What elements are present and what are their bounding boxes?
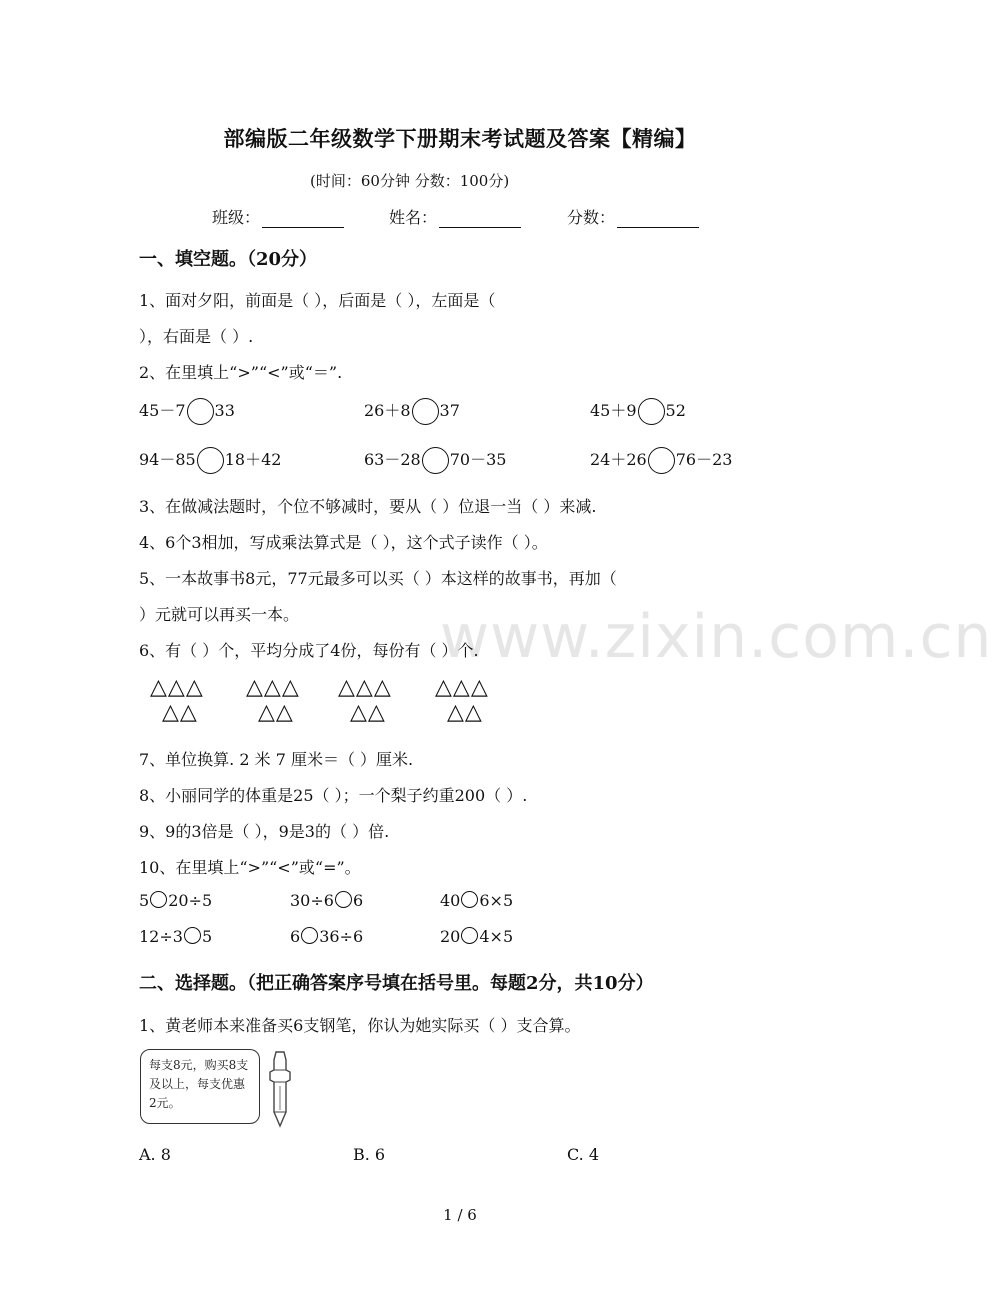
q1-line1: 1、面对夕阳，前面是（ ），后面是（ ），左面是（ <box>139 291 496 310</box>
q10-item <box>139 927 212 946</box>
q2-item <box>364 447 506 474</box>
score-blank <box>617 209 699 228</box>
triangle-group-4-top: △△△ <box>435 675 489 700</box>
answer-circle[interactable] <box>150 891 167 908</box>
answer-circle[interactable] <box>335 891 352 908</box>
triangle-group-2-bottom: △△ <box>258 700 294 725</box>
expr-left: 94－85 <box>139 450 196 469</box>
triangle-group-1-bottom: △△ <box>162 700 198 725</box>
name-field <box>389 205 521 228</box>
option-a[interactable]: A. 8 <box>139 1145 171 1164</box>
name-blank <box>439 209 521 228</box>
option-b[interactable]: B. 6 <box>353 1145 386 1164</box>
q10-item <box>290 891 363 910</box>
q10-item <box>290 927 363 946</box>
answer-circle[interactable] <box>422 447 449 474</box>
expr-right: 33 <box>214 401 235 420</box>
s2-q1-text: 1、黄老师本来准备买6支钢笔，你认为她实际买（ ）支合算。 <box>139 1016 581 1035</box>
expr-right: 5 <box>201 927 213 946</box>
q8-text: 8、小丽同学的体重是25（ ）；一个梨子约重200（ ）. <box>139 786 528 805</box>
q2-item <box>139 447 281 474</box>
q5-line2: ）元就可以再买一本。 <box>139 605 300 624</box>
section2-heading: 二、选择题。（把正确答案序号填在括号里。每题2分，共10分） <box>139 973 654 994</box>
triangle-group-2-top: △△△ <box>246 675 300 700</box>
expr-left: 6 <box>290 927 301 946</box>
expr-right: 6×5 <box>479 891 514 910</box>
answer-circle[interactable] <box>301 927 318 944</box>
q10-item <box>139 891 212 910</box>
triangle-group-1-top: △△△ <box>150 675 204 700</box>
section1-heading: 一、填空题。（20分） <box>139 249 318 270</box>
expr-right: 70－35 <box>449 450 507 469</box>
q2-item <box>364 398 460 425</box>
expr-right: 37 <box>439 401 460 420</box>
expr-left: 45－7 <box>139 401 186 420</box>
q9-text: 9、9的3倍是（ ），9是3的（ ）倍. <box>139 822 390 841</box>
expr-left: 30÷6 <box>290 891 334 910</box>
q7-text: 7、单位换算. 2 米 7 厘米＝（ ）厘米. <box>139 750 414 769</box>
q3-text: 3、在做减法题时，个位不够减时，要从（ ）位退一当（ ）来减. <box>139 497 597 516</box>
answer-circle[interactable] <box>461 927 478 944</box>
expr-left: 5 <box>139 891 150 910</box>
class-label: 班级： <box>212 208 261 227</box>
page-number: 1 / 6 <box>443 1206 477 1224</box>
watermark: www.zixin.com.cn <box>440 602 992 672</box>
answer-circle[interactable] <box>187 398 214 425</box>
triangle-group-4-bottom: △△ <box>447 700 483 725</box>
exam-subtitle: (时间：60分钟 分数：100分) <box>310 172 510 190</box>
expr-left: 20 <box>440 927 461 946</box>
score-label: 分数： <box>567 208 616 227</box>
expr-left: 45＋9 <box>590 401 637 420</box>
expr-left: 24＋26 <box>590 450 647 469</box>
expr-right: 52 <box>665 401 686 420</box>
q2-text: 2、在里填上“>”“<”或“＝”. <box>139 363 343 382</box>
answer-circle[interactable] <box>461 891 478 908</box>
expr-left: 26＋8 <box>364 401 411 420</box>
q10-text: 10、在里填上“>”“<”或“=”。 <box>139 858 361 877</box>
expr-right: 4×5 <box>479 927 514 946</box>
answer-circle[interactable] <box>638 398 665 425</box>
option-c[interactable]: C. 4 <box>567 1145 600 1164</box>
expr-left: 12÷3 <box>139 927 183 946</box>
class-blank <box>262 209 344 228</box>
q2-item <box>139 398 235 425</box>
q10-item <box>440 927 513 946</box>
answer-circle[interactable] <box>197 447 224 474</box>
q10-item <box>440 891 513 910</box>
answer-circle[interactable] <box>184 927 201 944</box>
expr-right: 6 <box>352 891 364 910</box>
pen-icon <box>266 1050 294 1128</box>
name-label: 姓名： <box>389 208 438 227</box>
page-title: 部编版二年级数学下册期末考试题及答案【精编】 <box>223 126 697 151</box>
q2-item <box>590 447 732 474</box>
triangle-group-3-bottom: △△ <box>350 700 386 725</box>
expr-right: 20÷5 <box>168 891 213 910</box>
price-note: 每支8元，购买8支及以上，每支优惠2元。 <box>140 1049 260 1124</box>
q5-line1: 5、一本故事书8元，77元最多可以买（ ）本这样的故事书，再加（ <box>139 569 617 588</box>
q4-text: 4、6个3相加，写成乘法算式是（ ），这个式子读作（ ）。 <box>139 533 548 552</box>
q1-line2: ），右面是（ ）. <box>139 327 254 346</box>
expr-left: 63－28 <box>364 450 421 469</box>
class-field <box>212 205 344 228</box>
expr-right: 18＋42 <box>224 450 282 469</box>
expr-right: 76－23 <box>675 450 733 469</box>
q2-item <box>590 398 686 425</box>
triangle-group-3-top: △△△ <box>338 675 392 700</box>
expr-right: 36÷6 <box>319 927 364 946</box>
answer-circle[interactable] <box>648 447 675 474</box>
answer-circle[interactable] <box>412 398 439 425</box>
q6-text: 6、有（ ）个，平均分成了4份，每份有（ ）个. <box>139 641 479 660</box>
expr-left: 40 <box>440 891 461 910</box>
score-field <box>567 205 699 228</box>
